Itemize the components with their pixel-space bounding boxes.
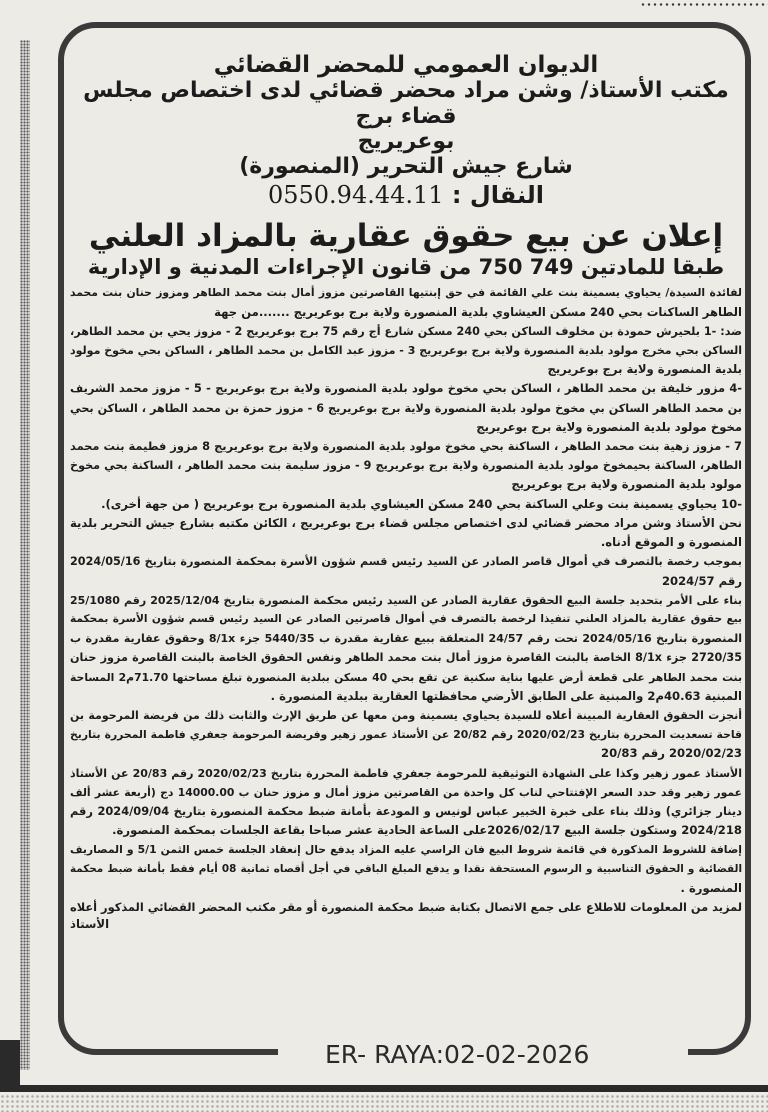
footer-publication-date: ER- RAYA:02-02-2026 — [325, 1040, 590, 1069]
paragraph — [70, 898, 742, 917]
text-line: المنصورة . — [680, 880, 742, 895]
bottom-rule — [20, 1085, 768, 1092]
text-line: المبنية 40.63م2 والمبنية على الطابق الأرضي محافظتها العقارية ببلدية المنصورة . — [270, 688, 742, 703]
text-line: دينار جزائري) وذلك بناء على خبرة الخبير عباس لونيس و المودعة بأمانة ضبط محكمة المنصورة بتاريخ 2024/09/04 رقم — [70, 803, 742, 818]
text-line: رقم 2024/57 — [661, 573, 742, 588]
text-line: 2020/02/23 رقم 20/83 — [601, 746, 742, 761]
text-line: بنت محمد الطاهر على قطعة أرض عليها بناية سكنية عن تقع بحي 40 مسكن ببلدية المنصورة تبلغ مساحتها 71.70م2 المساحة — [70, 670, 743, 684]
phone-line — [70, 182, 742, 210]
text-line: لفائدة السيدة/ يحياوي يسمينة بنت علي القائمة في حق إبنتيها القاصرتين مزوز أمال بنت محمد الطاهر ومزوز حنان بنت محمد — [70, 286, 742, 300]
paragraph — [70, 495, 742, 514]
bottom-halftone — [0, 1094, 768, 1112]
notice-body — [70, 283, 742, 917]
text-line: نحن الأستاذ وشن مراد محضر قضائي لدى اختصاص مجلس قضاء برج بوعريريج ، الكائن مكتبه بشارع جيش التحرير بلدية — [70, 515, 742, 530]
text-line: إضافة للشروط المذكورة في قائمة شروط البيع فان الراسي عليه المزاد يدفع حال إنعقاد الجلسة خمس الثمن 5/1 و المصاريف — [70, 843, 742, 857]
text-line: المنصورة بتاريخ 2024/05/16 تحت رقم 24/57 المتعلقة ببيع عقارية مقدرة ب 5440/35 جزء 8/1x وحقوق عقارية مقدرة ب — [70, 632, 743, 646]
top-dotted-rule — [640, 3, 768, 6]
text-line: الطاهر، الساكنة بحيمخوخ مولود بلدية المنصورة ولاية برج بوعريريج 9 - مزوز سليمة بنت محمد الطاهر ، الساكنة بحي مخوخ — [70, 459, 742, 473]
text-line: الأستاذ عمور زهير وكذا على الشهادة التوثيقية للمرحومة جعفري فاطمة المحررة بتاريخ 2020/02/23 رقم 20/83 عن الأستاذ — [70, 766, 742, 780]
text-line: ضد: -1 بلحيرش حمودة بن مخلوف الساكن بحي 240 مسكن شارع أج رقم 75 برج بوعريريج 2 - مزوز يحي بن محمد الطاهر، — [70, 324, 742, 338]
text-line: بن محمد الطاهر الساكن بي مخوخ مولود بلدية المنصورة ولاية برج بوعريريج 6 - مزوز حمزة بن محمد الطاهر ، الساكن بحي — [70, 401, 743, 415]
text-line: أنجزت الحقوق العقارية المبينة أعلاه للسيدة يحياوي يسمينة ومن معها عن طريق الإرث والثابت ذلك من فريضة المرحومة بن — [70, 708, 742, 722]
paragraph — [70, 514, 742, 552]
text-line: قاحة تسعديت المحررة بتاريخ 2020/02/23 رقم 20/82 عن الأستاذ عمور زهير وفريضة المرحومة جعفري فاطمة المحررة بتاريخ — [70, 728, 742, 742]
paragraph — [70, 322, 742, 380]
left-dark-edge — [0, 1040, 20, 1092]
phone-label: النقال : — [451, 180, 545, 209]
text-line: 2720/35 جزء 8/1x الخاصة بالبنت القاصرة مزوز أمال بنت محمد الطاهر ونفس الحقوق الخاصة بالبنت القاصرة مزوز حنان — [70, 651, 742, 665]
paragraph — [70, 552, 742, 590]
text-line: -4 مزور خليفة بن محمد الطاهر ، الساكن بحي مخوخ مولود بلدية المنصورة ولاية برج بوعريريج - 5 - مزوز محمد الشريف — [70, 381, 743, 396]
phone-number: 0550.94.44.11 — [267, 180, 444, 209]
paragraph — [70, 437, 742, 495]
text-line: -10 يحياوي يسمينة بنت وعلي الساكنة بحي 240 مسكن العيشاوي بلدية المنصورة برج بوعريريج ( من جهة أخرى). — [101, 496, 742, 511]
paragraph — [70, 591, 742, 706]
text-line: بموجب رخصة بالتصرف في أموال قاصر الصادر عن السيد رئيس قسم شؤون الأسرة بمحكمة المنصورة بتاريخ 2024/05/16 — [70, 555, 742, 569]
paragraph — [70, 379, 742, 437]
office-name: الديوان العمومي للمحضر القضائي — [213, 52, 599, 78]
text-line: بناء على الأمر بتحديد جلسة البيع الحقوق عقارية الصادر عن السيد رئيس محكمة المنصورة بتاريخ 2025/12/04 رقم 25/1080 — [70, 593, 743, 607]
paragraph — [70, 706, 742, 764]
paragraph — [70, 840, 742, 898]
text-line: 2024/218 وستكون جلسة البيع 2026/02/17على الساعة الحادية عشر صباحا بقاعة الجلسات بمحكمة المنصورة. — [112, 823, 742, 838]
notice-title: إعلان عن بيع حقوق عقارية بالمزاد العلني — [88, 218, 724, 255]
city: بوعريريج — [357, 129, 455, 155]
text-line: بيع حقوق عقارية بالمزاد العلني تنفيذا لرخصة بالتصرف في أموال قاصرتين الصادر عن السيد رئيس قسم شؤون الأسرة بمحكمة — [70, 612, 742, 625]
text-line: مولود بلدية المنصورة ولاية برج بوعريريج — [511, 477, 742, 492]
bailiff-line: مكتب الأستاذ/ وشن مراد محضر قضائي لدى اختصاص مجلس قضاء برج — [83, 78, 729, 129]
text-line: القضائية و الحقوق التناسبية و الرسوم المستحقة نقدا و يدفع المبلغ الباقي في أجل أقصاه ثمانية 08 أيام فقط بأمانة ضبط محكمة — [70, 862, 742, 875]
text-line: المنصورة و الموقع أدناه. — [600, 535, 742, 550]
signature: الأستاذ — [70, 917, 110, 932]
text-line: 7 - مزوز زهية بنت محمد الطاهر ، الساكنة بحي مخوخ مولود بلدية المنصورة ولاية برج بوعريريج 8 مزوز فطيمة بنت محمد — [70, 439, 742, 454]
left-halftone-strip — [20, 40, 30, 1070]
notice-subtitle: طبقا للمادتين 749 750 من قانون الإجراءات المدنية و الإدارية — [87, 255, 725, 280]
text-line: الساكن بحي مخرج مولود بلدية المنصورة ولاية برج بوعريريج 3 - مزوز عبد الكامل بن محمد الطاهر ، الساكن بحي مخوخ مولود — [70, 344, 742, 358]
text-line: عمور زهير وقد حدد السعر الإفتتاحي لناب كل واحدة من القاصرتين مزوز أمال و مزوز حنان ب 14000.00 دج (أربعة عشر ألف — [70, 785, 742, 799]
text-line: مخوخ مولود بلدية المنصورة ولاية برج بوعريريج — [476, 419, 742, 434]
text-line: الطاهر الساكنات بحي 240 مسكن العيشاوي بلدية المنصورة ولاية برج بوعريريج .......من جهة — [214, 304, 742, 319]
text-line: لمزيد من المعلومات للاطلاع على جمع الاتصال بكتابة ضبط محكمة المنصورة أو مقر مكتب المحضر القضائي المذكور أعلاه — [69, 899, 742, 914]
paragraph — [70, 764, 742, 841]
paragraph — [70, 283, 742, 321]
text-line: بلدية المنصورة ولاية برج بوعريريج — [547, 362, 742, 377]
notice-content — [70, 52, 742, 931]
address: شارع جيش التحرير (المنصورة) — [239, 154, 573, 180]
